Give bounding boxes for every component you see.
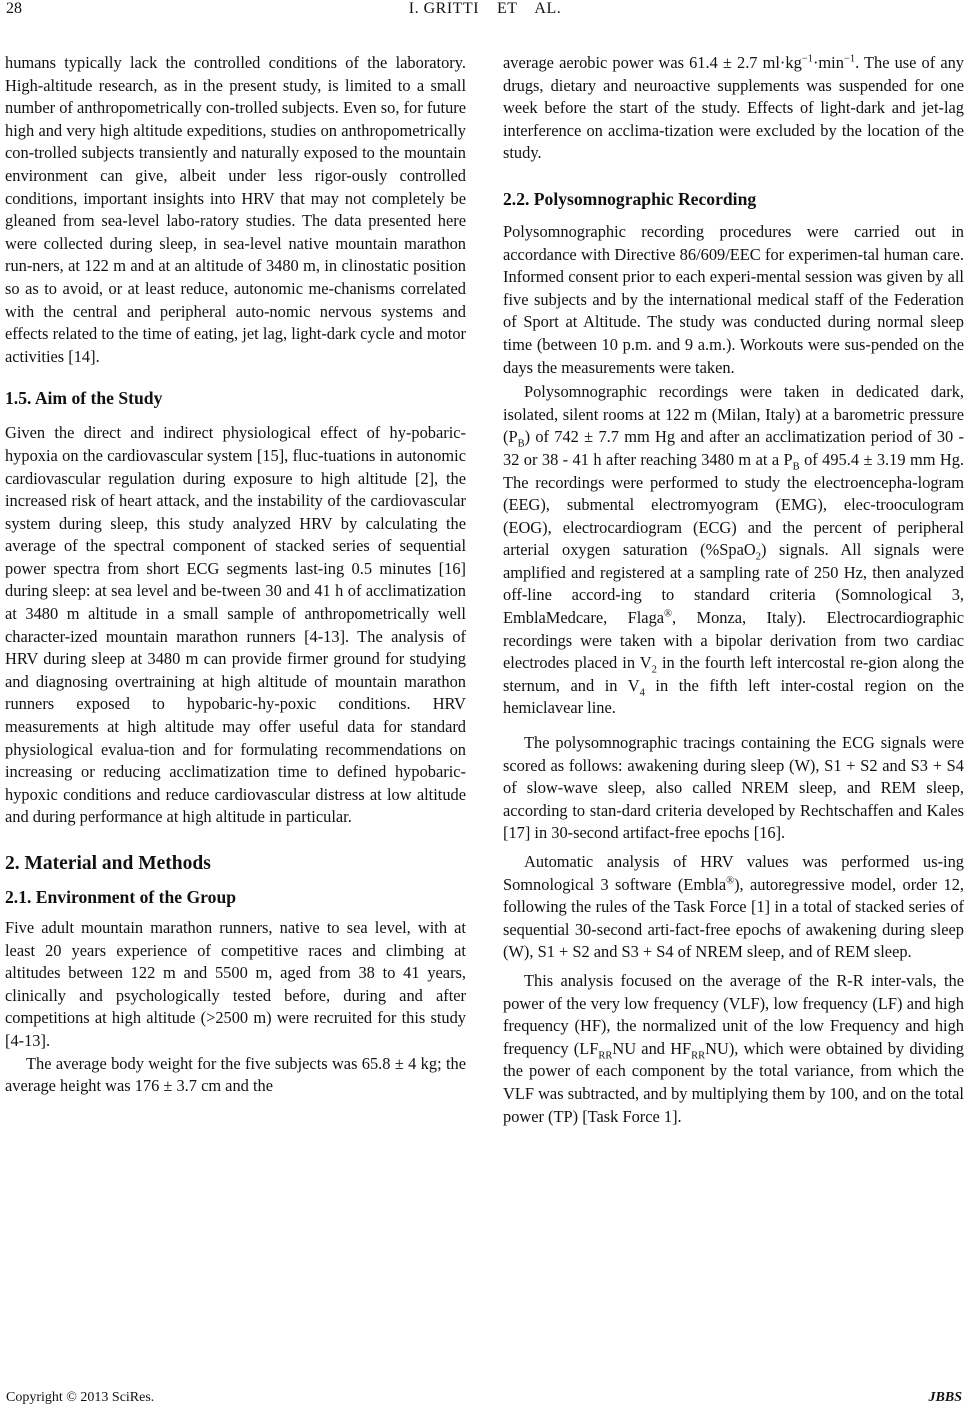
hrv-analysis-paragraph: Automatic analysis of HRV values was performed us-ing Somnological 3 software (Embla®), autoregressive model, order 12, following the rules of the Task Force [1] in a total of stacked series of sequential 30-second arti-fact-free epochs of awakening during sleep (W), S1 + S2 and S3 + S4 of NREM sleep, and of REM sleep. — [503, 852, 964, 962]
page-number: 28 — [6, 0, 22, 17]
polysomnographic-paragraph-2: Polysomnographic recordings were taken in dedicated dark, isolated, silent rooms at 122 m (Milan, Italy) at a barometric pressure $(P_B)$ of 742 ± 7.7 mm Hg and after an acclimatization period of 30 - 32 or 38 - 41 h after reaching 3480 m at a $P_B$ of 495.4 ± 3.19 mm Hg. The recordings were performed to study the electroencepha-logram (EEG), submental electromyogram (EMG), elec-trooculogram (EOG), electrocardiogram (ECG) and the percent of peripheral arterial oxygen saturation (%SpaO$_2$) signals. All signals were amplified and registered at a sampling rate of 250 Hz, then analyzed off-line accord-ing to standard criteria (Somnological 3, EmblaMedcare, Flaga®, Monza, Italy). Electrocardiographic recordings were taken with a bipolar derivation from two cardiac electrodes placed in $V_2$ in the fourth left intercostal re-gion along the sternum, and in $V_4$ in the fifth left inter-costal region on the hemiclavear line. — [503, 382, 964, 718]
page-header — [0, 0, 970, 30]
environment-heading: 2.1. Environment of the Group — [5, 887, 237, 907]
page-footer — [6, 1390, 964, 1412]
right-column — [503, 52, 964, 1128]
intro-paragraph: humans typically lack the controlled conditions of the laboratory. High-altitude research, as in the present study, is limited to a small number of anthropometrically con-trolled subjects. Even so, for future high and very high altitude expeditions, studies on anthropometrically con-trolled subjects transiently and naturally exposed to the mountain environment can give, albeit under less rigor-ously controlled conditions, important insights into HRV that may not completely be gleaned from sea-level labo-ratory studies. The data presented here were collected during sleep, in sea-level native mountain marathon run-ners, at 122 m and at an altitude of 3480 m, in clinostatic position so as to avoid, or at least reduce, autonomic me-chanisms correlated with the central and peripheral auto-nomic nervous systems and effects related to the time of eating, jet lag, light-dark cycle and motor activities [14]. — [5, 53, 466, 366]
frequency-paragraph: This analysis focused on the average of the R-R inter-vals, the power of the very low frequency (VLF), low frequency (LF) and high frequency (HF), the normalized unit of the low Frequency and high frequency ($LF_{RR}NU$ and $HF_{RR}NU$), which were obtained by dividing the power of each component by the total variance, from which the VLF was subtracted, and by multiplying them by 100, and on the total power (TP) [Task Force 1]. — [503, 970, 964, 1126]
copyright-notice: Copyright © 2013 SciRes. — [6, 1390, 155, 1405]
methods-heading: 2. Material and Methods — [5, 853, 211, 874]
polysomnographic-paragraph-1: Polysomnographic recording procedures were carried out in accordance with Directive 86/609/EEC for experimen-tal human care. Informed consent prior to each experi-mental session was given by all five subjects and by the international medical staff of the Federation of Sport at Altitude. The study was conducted during normal sleep time (between 10 p.m. and 9 a.m.). Workouts were sus-pended on the days the measurements were taken. — [503, 221, 964, 377]
aerobic-paragraph: average aerobic power was 61.4 ± 2.7 $ml\cdot kg^{-1}\cdot\min^{-1}$. The use of any drugs, dietary and neuroactive supplements was suspended for one week before the start of the study. Effects of light-dark and jet-lag interference on acclima-tization were excluded by the location of the study. — [503, 53, 964, 163]
environment-paragraph: Five adult mountain marathon runners, native to sea level, with at least 20 years experience of competitive races and climbing at altitudes between 122 m and 5500 m, aged from 38 to 41 years, clinically and psychologically tested before, during and after competitions at high altitude (>2500 m) were recruited for this study [4-13]. — [5, 918, 466, 1050]
body-weight-paragraph: The average body weight for the five subjects was 65.8 ± 4 kg; the average height was 176 ± 3.7 cm and the — [5, 1053, 466, 1096]
polysomnographic-heading: 2.2. Polysomnographic Recording — [503, 188, 757, 209]
scoring-paragraph: The polysomnographic tracings containing the ECG signals were scored as follows: awakening during sleep (W), S1 + S2 and S3 + S4 of slow-wave sleep, also called NREM sleep, and REM sleep, according to stan-dard criteria developed by Rechtschaffen and Kales [17] in 30-second artifact-free epochs [16]. — [503, 733, 964, 843]
journal-abbreviation: JBBS — [928, 1390, 962, 1405]
left-column — [5, 52, 466, 1098]
aim-paragraph: Given the direct and indirect physiological effect of hy-pobaric-hypoxia on the cardiovascular system [15], fluc-tuations in autonomic cardiovascular regulation during exposure to high altitude [2], the increased risk of heart attack, and the instability of the cardiovascular system during sleep, this study analyzed HRV by calculating the average of the spectral component of stacked series of sequential power spectra from short ECG segments last-ing 0.5 minutes [16] during sleep: at sea level and be-tween 30 and 41 h of acclimatization at 3480 m altitude in a small sample of anthropometrically well character-ized mountain marathon runners [4-13]. The analysis of HRV during sleep at 3480 m can provide firmer ground for studying and diagnosing overtraining at high altitude of mountain marathon runners exposed to hypobaric-hy-poxic conditions. HRV measurements at high altitude may offer useful data for standard physiological evalua-tion and for formulating recommendations on increasing or reducing acclimatization time to defined hypobaric-hypoxic conditions and reduce cardiovascular distress at low altitude and during performance at high altitude in particular. — [5, 423, 466, 827]
running-head: I. GRITTI ET AL. — [408, 0, 562, 17]
aim-heading: 1.5. Aim of the Study — [5, 388, 163, 409]
